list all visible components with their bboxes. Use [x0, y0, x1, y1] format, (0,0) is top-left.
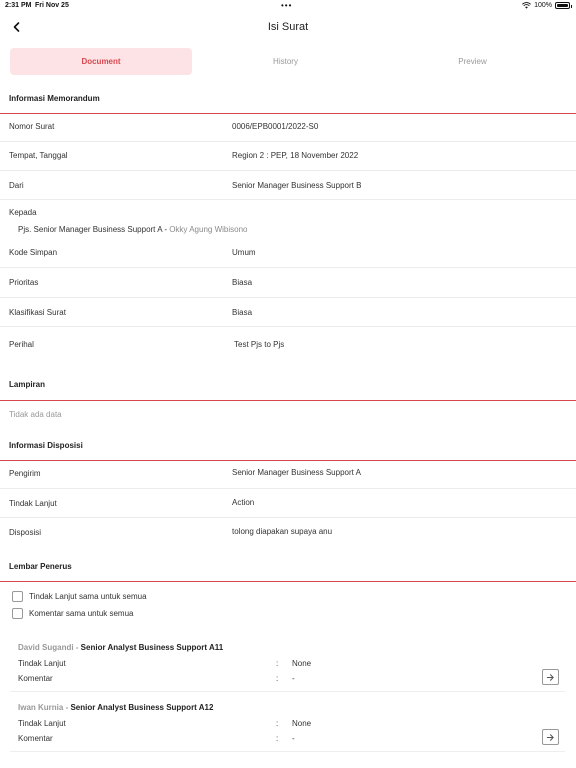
- field-label: Perihal: [9, 340, 34, 349]
- tab-preview[interactable]: Preview: [458, 57, 487, 66]
- field-value: Senior Manager Business Support B: [232, 181, 362, 190]
- field-label: Prioritas: [9, 278, 39, 287]
- battery-percent: 100%: [534, 2, 552, 9]
- recipient-position: Senior Analyst Business Support A11: [80, 643, 224, 652]
- section-title: Lembar Penerus: [9, 562, 72, 571]
- tindak-label: Tindak Lanjut: [18, 719, 66, 728]
- field-label: Kode Simpan: [9, 248, 58, 257]
- checkbox-tindak-lanjut-sama[interactable]: [12, 591, 147, 602]
- lampiran-empty-row: [0, 401, 576, 433]
- status-date: Fri Nov 25: [35, 2, 69, 9]
- recipient-name-line: [18, 703, 213, 712]
- field-label: Disposisi: [9, 528, 42, 537]
- recipient-card: [10, 637, 565, 692]
- section-title: Informasi Memorandum: [9, 94, 100, 103]
- field-value: 0006/EPB0001/2022-S0: [232, 122, 319, 131]
- field-label: Pengirim: [9, 469, 41, 478]
- field-label: Kepada: [9, 208, 37, 217]
- section-memorandum-header: [0, 94, 576, 114]
- checkbox[interactable]: [12, 591, 23, 602]
- tab-history[interactable]: History: [273, 57, 298, 66]
- arrow-right-icon: [546, 733, 555, 742]
- colon: :: [276, 719, 279, 728]
- field-value: tolong diapakan supaya anu: [232, 527, 333, 536]
- field-label: Tempat, Tanggal: [9, 151, 68, 160]
- recipient-name: Iwan Kurnia: [18, 703, 64, 712]
- open-recipient-button[interactable]: [542, 669, 559, 685]
- arrow-right-icon: [546, 673, 555, 682]
- kepada-person: Okky Agung Wibisono: [169, 225, 248, 234]
- row-pengirim: [0, 461, 576, 489]
- komentar-value: -: [292, 734, 295, 743]
- field-value: Test Pjs to Pjs: [234, 340, 285, 349]
- tindak-label: Tindak Lanjut: [18, 659, 66, 668]
- field-value: Action: [232, 498, 255, 507]
- battery-icon: [555, 2, 570, 9]
- checkbox-label: Komentar sama untuk semua: [29, 609, 134, 618]
- recipient-name-line: [18, 643, 223, 652]
- multitask-dots[interactable]: •••: [281, 1, 293, 10]
- section-lampiran-header: [0, 380, 576, 401]
- recipient-position: Senior Analyst Business Support A12: [70, 703, 214, 712]
- recipient-separator: -: [63, 703, 71, 712]
- kepada-separator: -: [162, 225, 170, 234]
- colon: :: [276, 674, 279, 683]
- page-title: Isi Surat: [267, 21, 309, 33]
- colon: :: [276, 659, 279, 668]
- row-klasifikasi-surat: [0, 298, 576, 327]
- field-value: Umum: [232, 248, 256, 257]
- field-label: Dari: [9, 181, 24, 190]
- row-prioritas: [0, 268, 576, 298]
- komentar-value: -: [292, 674, 295, 683]
- status-bar: [0, 0, 576, 12]
- wifi-icon: [522, 2, 531, 9]
- komentar-label: Komentar: [18, 734, 53, 743]
- field-value: Biasa: [232, 278, 253, 287]
- empty-state-text: Tidak ada data: [9, 410, 62, 419]
- tindak-value: None: [292, 659, 312, 668]
- recipient-separator: -: [73, 643, 81, 652]
- row-dari: [0, 171, 576, 200]
- field-value: Biasa: [232, 308, 253, 317]
- colon: :: [276, 734, 279, 743]
- row-nomor-surat: [0, 114, 576, 142]
- field-label: Nomor Surat: [9, 122, 55, 131]
- section-title: Lampiran: [9, 380, 46, 389]
- section-disposisi-header: [0, 441, 576, 461]
- tab-bar: [10, 48, 566, 75]
- row-perihal: [0, 327, 576, 373]
- recipient-card: [10, 697, 565, 752]
- status-time: 2:31 PM: [5, 2, 32, 9]
- field-value: Senior Manager Business Support A: [232, 468, 361, 477]
- section-title: Informasi Disposisi: [9, 441, 83, 450]
- tindak-value: None: [292, 719, 312, 728]
- checkbox[interactable]: [12, 608, 23, 619]
- open-recipient-button[interactable]: [542, 729, 559, 745]
- checkbox-label: Tindak Lanjut sama untuk semua: [29, 592, 147, 601]
- row-tempat-tanggal: [0, 142, 576, 171]
- section-penerus-header: [0, 562, 576, 582]
- row-kode-simpan: [0, 240, 576, 268]
- checkbox-komentar-sama[interactable]: [12, 608, 134, 619]
- field-label: Tindak Lanjut: [9, 499, 57, 508]
- row-tindak-lanjut: [0, 489, 576, 518]
- nav-bar: [0, 12, 576, 44]
- recipient-name: David Sugandi: [18, 643, 74, 652]
- field-value: Region 2 : PEP, 18 November 2022: [232, 151, 359, 160]
- komentar-label: Komentar: [18, 674, 53, 683]
- tab-document[interactable]: Document: [10, 48, 192, 75]
- row-kepada: [0, 200, 576, 240]
- kepada-recipient: [18, 225, 247, 234]
- kepada-position: Pjs. Senior Manager Business Support A: [18, 225, 163, 234]
- row-disposisi: [0, 518, 576, 552]
- field-label: Klasifikasi Surat: [9, 308, 66, 317]
